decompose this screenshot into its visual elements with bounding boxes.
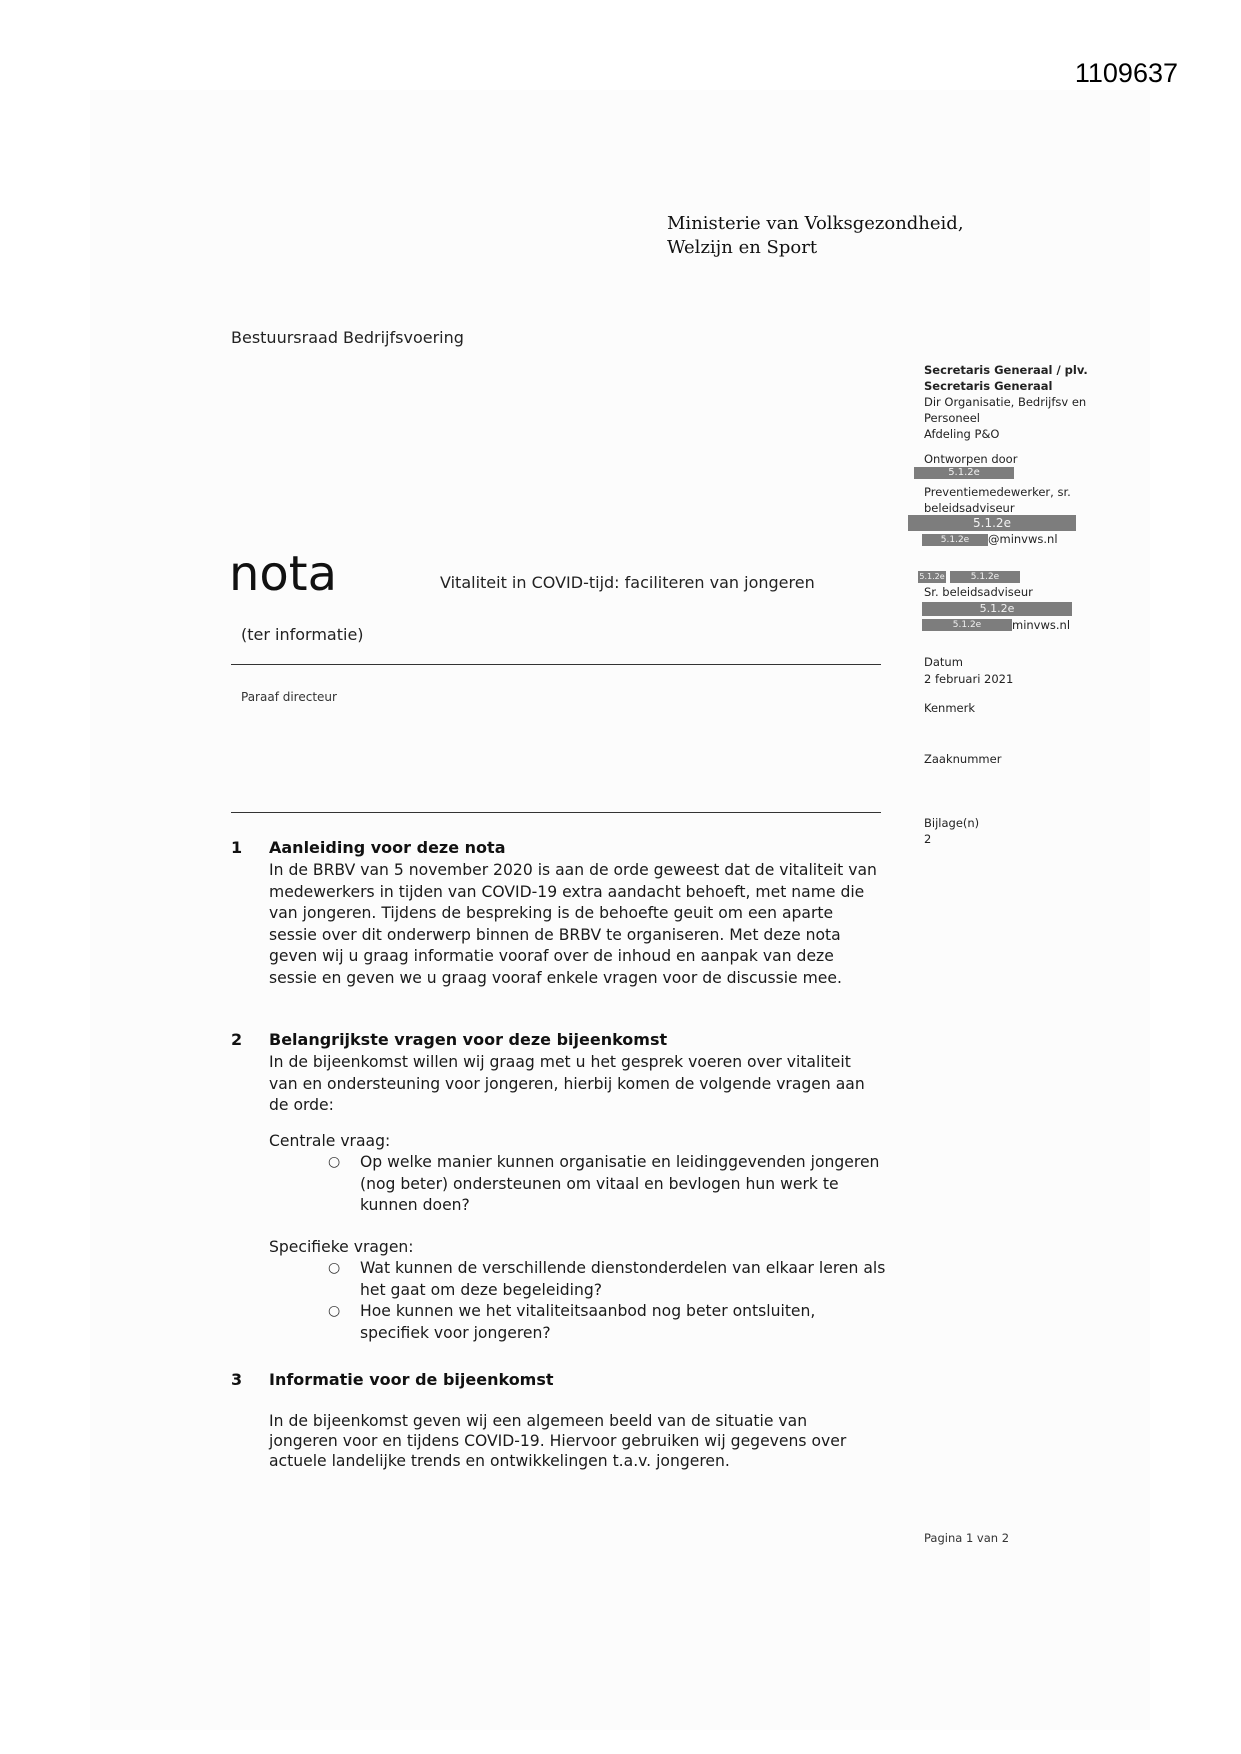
text-line: kunnen doen? (360, 1196, 470, 1214)
text-line: In de BRBV van 5 november 2020 is aan de orde geweest dat de vitaliteit van (269, 861, 877, 879)
author2-email: minvws.nl (1012, 618, 1071, 632)
subject-line: Vitaliteit in COVID-tijd: faciliteren van jongeren (440, 573, 815, 592)
org-line-3: Dir Organisatie, Bedrijfsv en (924, 395, 1087, 409)
datum-label: Datum (924, 655, 963, 669)
section-2-number: 2 (231, 1030, 243, 1049)
text-line: van en ondersteuning voor jongeren, hierbij komen de volgende vragen aan (269, 1074, 865, 1093)
org-line-4: Personeel (924, 411, 980, 425)
org-line-5: Afdeling P&O (924, 427, 1000, 441)
text-line: (nog beter) ondersteunen om vitaal en bevlogen hun werk te (360, 1174, 839, 1193)
text-line: specifiek voor jongeren? (360, 1323, 551, 1342)
text-line: Op welke manier kunnen organisatie en leidinggevenden jongeren (360, 1153, 880, 1171)
text-line: Hoe kunnen we het vitaliteitsaanbod nog beter ontsluiten, (360, 1302, 816, 1320)
recipient: Bestuursraad Bedrijfsvoering (231, 328, 464, 347)
redaction-block: 5.1.2e (922, 619, 1012, 631)
central-question-label: Centrale vraag: (269, 1132, 391, 1150)
text-line: medewerkers in tijden van COVID-19 extra aandacht behoeft, met name die (269, 882, 865, 901)
bullet-icon: ○ (328, 1154, 341, 1170)
section-3-title: Informatie voor de bijeenkomst (269, 1370, 554, 1389)
redaction-block: 5.1.2e (922, 602, 1072, 616)
section-2-intro (269, 1052, 919, 1117)
document-number: 1109637 (1074, 58, 1178, 88)
sidebar-organisation (924, 362, 1144, 442)
central-question (360, 1152, 920, 1217)
ministry-line-2: Welzijn en Sport (667, 237, 818, 258)
org-line-1: Secretaris Generaal / plv. (924, 363, 1088, 377)
text-line: In de bijeenkomst willen wij graag met u het gesprek voeren over vitaliteit (269, 1053, 851, 1071)
text-line: sessie en geven we u graag vooraf enkele vragen voor de discussie mee. (269, 968, 842, 987)
text-line: de orde: (269, 1096, 334, 1114)
section-1-title: Aanleiding voor deze nota (269, 838, 506, 857)
section-1-number: 1 (231, 838, 243, 857)
doc-type-title: nota (229, 546, 338, 602)
author1-role-line-1: Preventiemedewerker, sr. (924, 485, 1071, 499)
author1-role-line-2: beleidsadviseur (924, 501, 1015, 515)
text-line: jongeren voor en tijdens COVID-19. Hiervoor gebruiken wij gegevens over (269, 1432, 847, 1450)
zaaknummer-label: Zaaknummer (924, 752, 1002, 766)
paraaf-label: Paraaf directeur (241, 690, 337, 704)
section-2-title: Belangrijkste vragen voor deze bijeenkomst (269, 1030, 668, 1049)
redaction-block: 5.1.2e (914, 467, 1014, 479)
divider-bottom (231, 812, 881, 813)
text-line: geven wij u graag informatie vooraf over de inhoud en aanpak van deze (269, 947, 834, 965)
bijlage-label: Bijlage(n) (924, 816, 980, 830)
specific-question-2 (360, 1301, 920, 1344)
bijlage-value: 2 (924, 832, 932, 846)
text-line: Wat kunnen de verschillende dienstonderdelen van elkaar leren als (360, 1259, 886, 1277)
section-3-number: 3 (231, 1370, 243, 1389)
bullet-icon: ○ (328, 1260, 341, 1276)
text-line: van jongeren. Tijdens de bespreking is de behoefte geuit om een aparte (269, 904, 834, 922)
datum-value: 2 februari 2021 (924, 672, 1014, 686)
text-line: sessie over dit onderwerp binnen de BRBV te organiseren. Met deze nota (269, 925, 841, 944)
ministry-logo-text (667, 212, 964, 260)
section-1-body (269, 860, 919, 989)
author2-role: Sr. beleidsadviseur (924, 585, 1033, 599)
bullet-icon: ○ (328, 1303, 341, 1319)
redaction-block: 5.1.2e (919, 572, 945, 581)
redaction-block: 5.1.2e (922, 534, 988, 546)
specific-questions-label: Specifieke vragen: (269, 1238, 414, 1256)
specific-question-1 (360, 1258, 920, 1301)
text-line: het gaat om deze begeleiding? (360, 1280, 603, 1299)
text-line: actuele landelijke trends en ontwikkelingen t.a.v. jongeren. (269, 1452, 730, 1470)
org-line-2: Secretaris Generaal (924, 379, 1053, 393)
text-line: In de bijeenkomst geven wij een algemeen beeld van de situatie van (269, 1412, 808, 1430)
status-note: (ter informatie) (241, 625, 364, 644)
redaction-block: 5.1.2e (908, 515, 1076, 531)
author1-role (924, 484, 1144, 516)
ministry-line-1: Ministerie van Volksgezondheid, (667, 213, 964, 234)
kenmerk-label: Kenmerk (924, 701, 975, 715)
page-number-footer: Pagina 1 van 2 (924, 1531, 1010, 1545)
author1-email: @minvws.nl (988, 532, 1058, 546)
redaction-block: 5.1.2e (950, 571, 1020, 583)
divider-top (231, 664, 881, 665)
ontworpen-label: Ontworpen door (924, 452, 1018, 466)
section-3-body (269, 1411, 919, 1471)
